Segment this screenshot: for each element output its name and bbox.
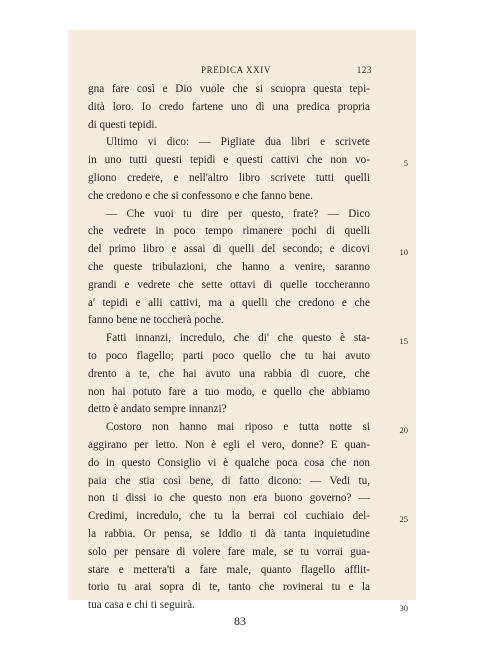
text-line: drento a te, che hai avuto una rabbia di cuore, che [88,367,370,380]
text-line: detto è andato sempre innanzi? [88,403,227,416]
margin-line-number: 15 [399,336,408,347]
text-line: la rabbia. Or pensa, se Iddio ti dà tanta inquietudine [88,527,370,540]
text-line: non hai potuto fare a tuo modo, e quello che abbiamo [88,385,370,398]
text-line: paia che stia così bene, di fatto dicono: — Vedi tu, [88,474,370,487]
running-head-page-number: 123 [356,65,372,75]
margin-line-number: 5 [403,158,408,169]
margin-line-number: 20 [399,425,408,436]
margin-line-number: 30 [399,603,408,614]
folio-page-number: 83 [234,614,246,628]
text-line: gna fare così e Dio vuole che si scuopra questa tepi- [88,83,370,95]
text-line: to poco flagello; parti poco quello che tu hai avuto [88,349,370,362]
text-line: a' tepidi e alli cattivi, ma a quelli che credono e che [88,296,370,309]
text-line: Ultimo vi dico: — Pigliate dua libri e scrivete [106,136,370,149]
text-line: Fatti innanzi, incredulo, che di' che questo è sta- [106,332,370,345]
text-line: del primo libro e assai di quelli del secondo; e dicovi [88,243,370,256]
text-line: non ti dissi io che questo non era buono governo? — [88,492,370,505]
text-line: grandi e vedrete che sette ottavi di quelle toccheranno [88,278,370,291]
text-line: Costoro non hanno mai riposo e tutta notte si [106,421,370,434]
book-page [68,30,416,614]
text-line: che vedrete in poco tempo rimanere pochi di quelli [88,225,370,238]
text-line: che queste tribulazioni, che hanno a venire, saranno [88,260,370,273]
margin-line-number: 10 [399,247,408,258]
text-line: in uno tutti questi tepidi e questi cattivi che non vo- [88,154,370,167]
text-line: do in questo Consiglio vi è qualche poca cosa che non [88,456,370,469]
text-line: stare e mettera'ti a fare male, quanto flagello afflit- [88,563,370,576]
text-line: aggirano per letto. Non è egli el vero, donne? E quan- [88,438,370,451]
text-line: fanno bene ne toccherà poche. [88,314,224,327]
text-line: tua casa e chi ti seguirà. [88,599,195,612]
text-line: gliono credere, e nell'altro libro scrivete tutti quelli [88,171,370,184]
margin-line-number: 25 [399,514,408,525]
text-line: Credimi, incredulo, che tu la berrai col cuchiaio del- [88,510,370,523]
text-line: torio tu arai sopra di te, tanto che rovinerai tu e la [88,581,370,594]
text-line: dità loro. Io credo fartene uno dì una predica propria [88,100,370,113]
text-line: — Che vuoi tu dire per questo, frate? — Dico [106,207,370,220]
text-line: che credono e che si confessono e che fanno bene. [88,189,313,202]
running-head-title: PREDICA XXIV [201,65,271,75]
text-line: solo per pensare di volere fare male, se tu vorrai gua- [88,545,370,558]
text-line: di questi tepidi. [88,118,158,131]
body-text [88,81,408,615]
